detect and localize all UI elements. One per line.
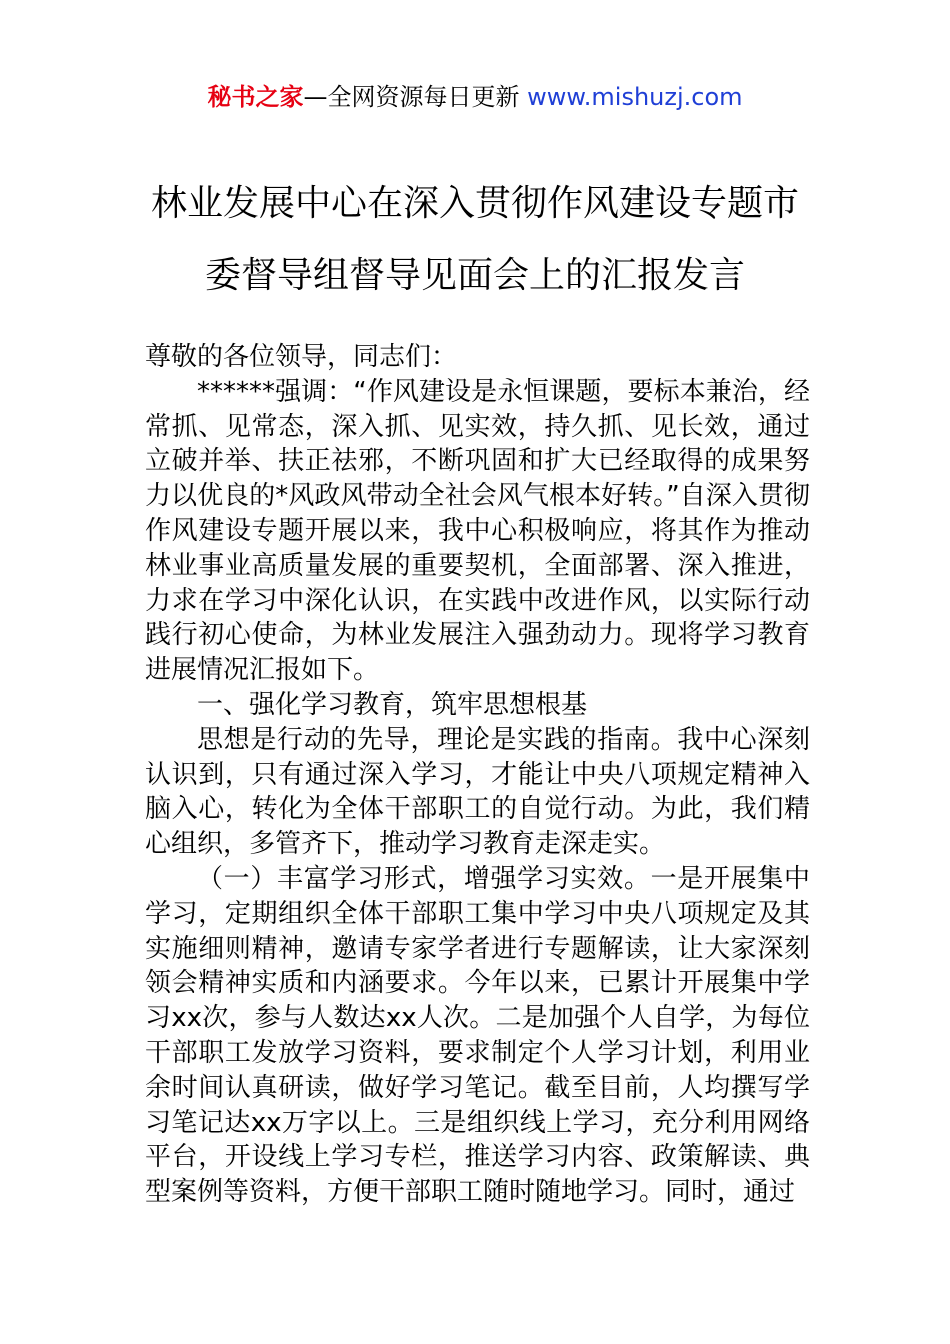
section-heading-1: 一、强化学习教育，筑牢思想根基 [197,689,588,720]
site-header [0,80,950,114]
title-line-2: 委督导组督导见面会上的汇报发言 [204,255,745,296]
header-tagline: —全网资源每日更新 [303,83,528,111]
salutation: 尊敬的各位领导，同志们： [145,342,458,372]
paragraph-intro: ******强调：“作风建设是永恒课题，要标本兼治，经常抓、见常态，深入抓、见实效，持久抓、见长效，通过立破并举、扶正祛邪，不断巩固和扩大已经取得的成果努力以优良的*风政风带动全社会风气根本好转。”自深入贯彻作风建设专题开展以来，我中心积极响应，将其作为推动林业事业高质量发展的重要契机，全面部署、深入推进，力求在学习中深化认识，在实践中改进作风，以实际行动践行初心使命，为林业发展注入强劲动力。现将学习教育进展情况汇报如下。 [145,376,810,686]
paragraph-section-1: 思想是行动的先导，理论是实践的指南。我中心深刻认识到，只有通过深入学习，才能让中央八项规定精神入脑入心，转化为全体干部职工的自觉行动。为此，我们精心组织，多管齐下，推动学习教育走深走实。 [145,724,810,860]
brand-name: 秘书之家 [207,83,304,111]
document-body [145,340,810,1210]
title-line-1: 林业发展中心在深入贯彻作风建设专题市 [150,183,799,224]
paragraph-subsection-1: （一）丰富学习形式，增强学习实效。一是开展集中学习，定期组织全体干部职工集中学习中央八项规定及其实施细则精神，邀请专家学者进行专题解读，让大家深刻领会精神实质和内涵要求。今年以来，已累计开展集中学习xx次，参与人数达xx人次。二是加强个人自学，为每位干部职工发放学习资料，要求制定个人学习计划，利用业余时间认真研读，做好学习笔记。截至目前，人均撰写学习笔记达xx万字以上。三是组织线上学习，充分利用网络平台，开设线上学习专栏，推送学习内容、政策解读、典型案例等资料，方便干部职工随时随地学习。同时，通过 [145,863,810,1208]
site-url-link[interactable]: www.mishuzj.com [527,83,743,111]
document-title [0,168,950,312]
